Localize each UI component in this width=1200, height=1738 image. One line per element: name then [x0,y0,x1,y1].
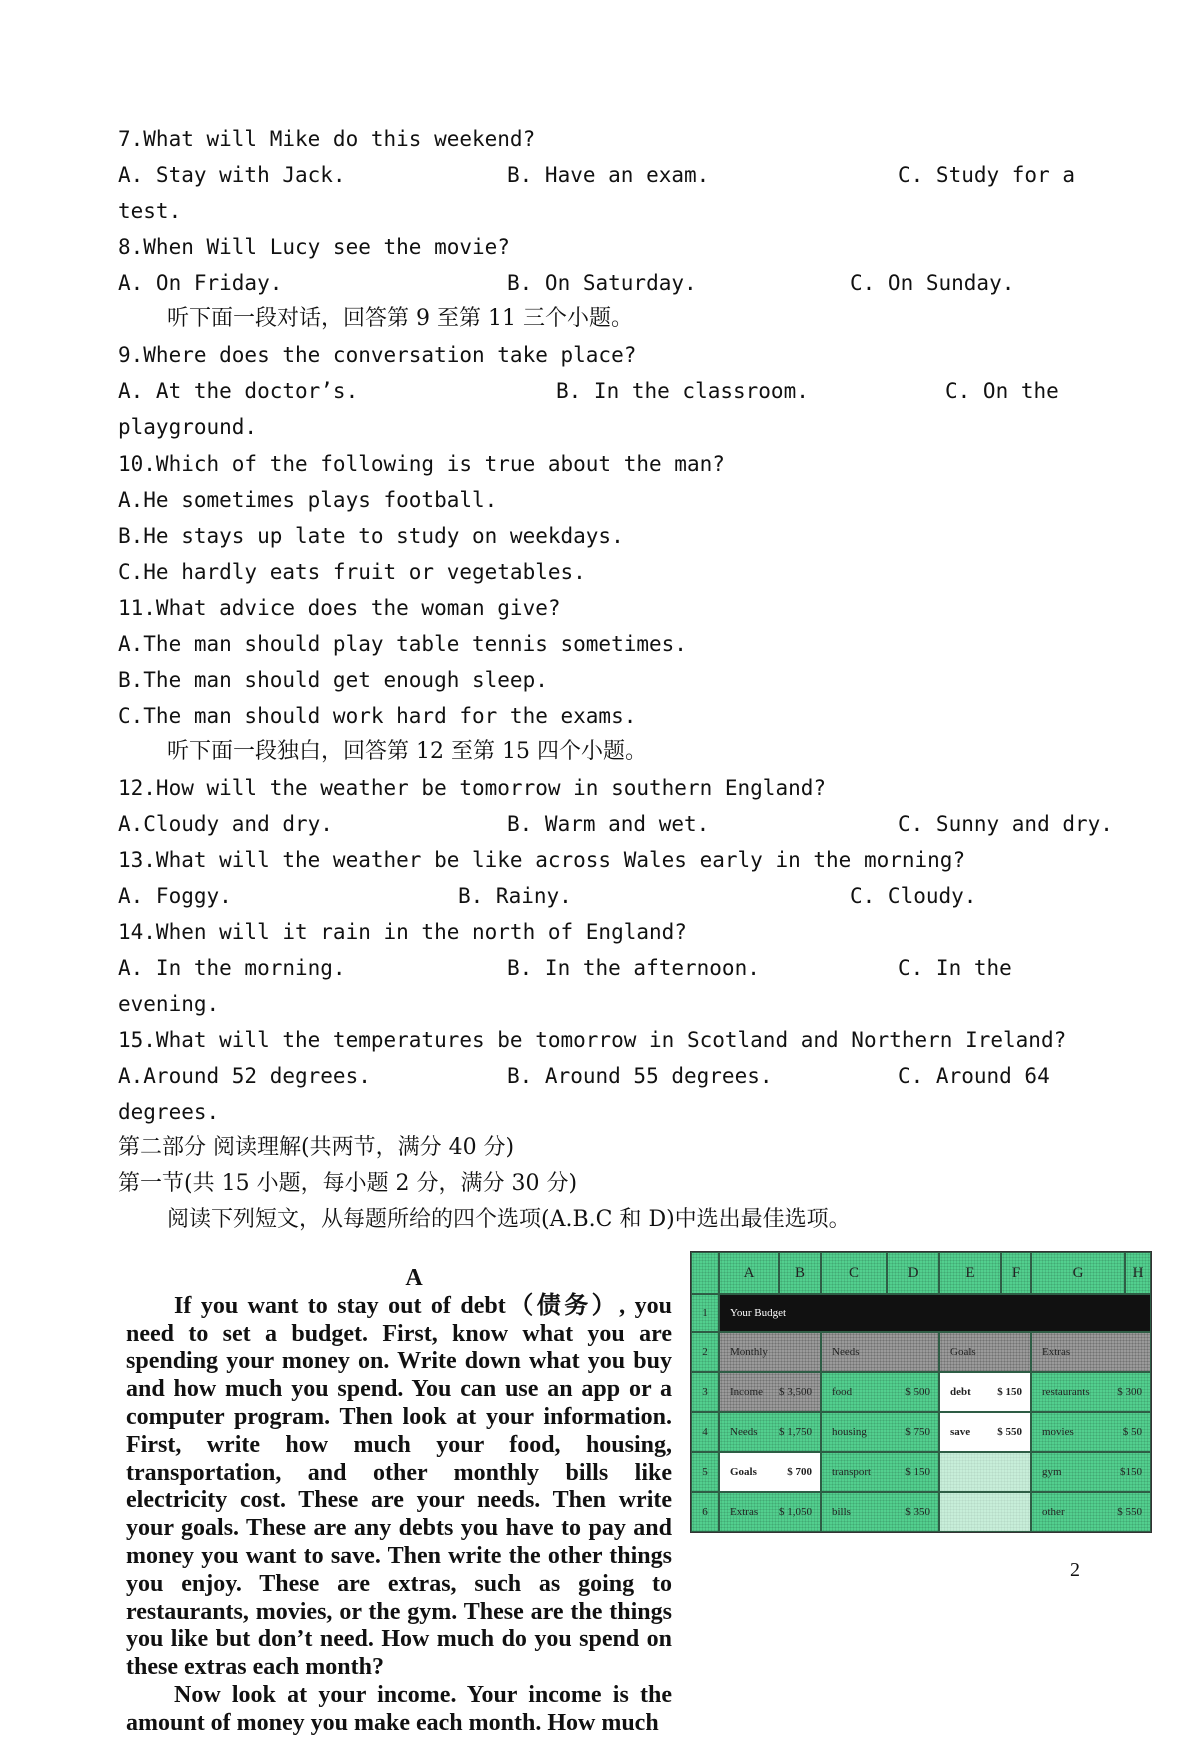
row-number-5: 5 [691,1452,719,1492]
question-14-option-c-cont: evening. [118,992,220,1016]
budget-title: Your Budget [730,1307,787,1319]
header-extras [1031,1332,1151,1372]
cell-goals-total [719,1452,821,1492]
food-value: $ 500 [905,1386,930,1398]
question-14-stem: 14.When will it rain in the north of England? [118,920,687,944]
other-label: other [1042,1506,1065,1518]
instruction-9-11: 听下面一段对话，回答第 9 至第 11 三个小题。 [167,306,633,331]
cell-movies [1031,1412,1151,1452]
goals-total-value: $ 700 [787,1466,812,1478]
question-12-stem: 12.How will the weather be tomorrow in southern England? [118,776,827,800]
question-15-stem: 15.What will the temperatures be tomorrow in Scotland and Northern Ireland? [118,1028,1067,1052]
income-value: $ 3,500 [779,1386,812,1398]
cell-restaurants [1031,1372,1151,1412]
question-14-option-a: A. In the morning. [118,956,346,980]
question-15-option-b: B. Around 55 degrees. [507,1064,773,1088]
needs-total-value: $ 1,750 [779,1426,812,1438]
cell-food [821,1372,939,1412]
question-10-option-b: B.He stays up late to study on weekdays. [118,524,624,548]
cell-gym [1031,1452,1151,1492]
question-10-stem: 10.Which of the following is true about the man? [118,452,725,476]
cell-extras-total [719,1492,821,1532]
header-needs [821,1332,939,1372]
passage-paragraph-2: Now look at your income. Your income is the amount of money you make each month. How much [126,1681,672,1736]
other-value: $ 550 [1117,1506,1142,1518]
question-7-option-c-cont: test. [118,199,182,223]
debt-label: debt [950,1386,971,1398]
question-11-option-b: B.The man should get enough sleep. [118,668,548,692]
question-11-option-a: A.The man should play table tennis sometimes. [118,632,687,656]
question-8-option-a: A. On Friday. [118,271,283,295]
section-2-instruction: 阅读下列短文，从每题所给的四个选项(A.B.C 和 D)中选出最佳选项。 [167,1207,851,1232]
row-number-4: 4 [691,1412,719,1452]
question-14-option-c: C. In the [898,956,1012,980]
question-10-option-c: C.He hardly eats fruit or vegetables. [118,560,586,584]
question-11-option-c: C.The man should work hard for the exams. [118,704,637,728]
save-value: $ 550 [997,1426,1022,1438]
question-15-option-c-cont: degrees. [118,1100,220,1124]
goals-total-label: Goals [730,1466,757,1478]
budget-title-cell [719,1294,1151,1332]
header-goals-label: Goals [950,1346,976,1358]
row-number-3: 3 [691,1372,719,1412]
transport-label: transport [832,1466,872,1478]
question-7-option-c: C. Study for a [898,163,1076,187]
question-9-option-b: B. In the classroom. [556,379,809,403]
bills-label: bills [832,1506,851,1518]
cell-housing [821,1412,939,1452]
passage-a [126,1265,672,1738]
question-8-option-b: B. On Saturday. [507,271,697,295]
section-2-subtitle: 第一节(共 15 小题，每小题 2 分，满分 30 分) [118,1171,578,1196]
question-8-option-c: C. On Sunday. [850,271,1015,295]
question-7-stem: 7.What will Mike do this weekend? [118,127,536,151]
food-label: food [832,1386,853,1398]
movies-value: $ 50 [1122,1426,1142,1438]
sheet-corner [691,1252,719,1294]
cell-transport [821,1452,939,1492]
housing-value: $ 750 [905,1426,930,1438]
transport-value: $ 150 [905,1466,930,1478]
extras-total-label: Extras [730,1506,759,1518]
save-label: save [950,1426,971,1438]
question-13-stem: 13.What will the weather be like across Wales early in the morning? [118,848,966,872]
question-15-option-a: A.Around 52 degrees. [118,1064,371,1088]
header-needs-label: Needs [832,1346,860,1358]
income-label: Income [730,1386,763,1398]
column-header-f: F [1001,1252,1031,1294]
column-header-b: B [779,1252,821,1294]
extras-total-value: $ 1,050 [779,1506,812,1518]
question-14-option-b: B. In the afternoon. [507,956,760,980]
cell-save [939,1412,1031,1452]
row-number-2: 2 [691,1332,719,1372]
row-number-1: 1 [691,1294,719,1332]
question-7-option-b: B. Have an exam. [507,163,710,187]
header-monthly-label: Monthly [730,1346,768,1358]
cell-goals-empty-5 [939,1452,1031,1492]
question-13-option-a: A. Foggy. [118,884,232,908]
gym-label: gym [1042,1466,1062,1478]
question-11-stem: 11.What advice does the woman give? [118,596,561,620]
question-8-stem: 8.When Will Lucy see the movie? [118,235,510,259]
restaurants-label: restaurants [1042,1386,1090,1398]
question-9-option-a: A. At the doctor’s. [118,379,359,403]
movies-label: movies [1042,1426,1074,1438]
question-10-option-a: A.He sometimes plays football. [118,488,498,512]
restaurants-value: $ 300 [1117,1386,1142,1398]
header-extras-label: Extras [1042,1346,1071,1358]
column-header-h: H [1125,1252,1151,1294]
row-number-6: 6 [691,1492,719,1532]
column-header-a: A [719,1252,779,1294]
cell-goals-empty-6 [939,1492,1031,1532]
question-12-option-a: A.Cloudy and dry. [118,812,333,836]
column-header-c: C [821,1252,887,1294]
cell-debt [939,1372,1031,1412]
page-number: 2 [1070,1559,1080,1581]
column-header-d: D [887,1252,939,1294]
question-9-stem: 9.Where does the conversation take place? [118,343,637,367]
cell-income [719,1372,821,1412]
header-monthly [719,1332,821,1372]
cell-needs-total [719,1412,821,1452]
cell-other [1031,1492,1151,1532]
passage-paragraph-1: If you want to stay out of debt（债务）, you need to set a budget. First, know what you are spending your money on. Write down what you buy and how much you spend. You can use an app or a computer program. Then look at your information. First, write how much your food, housing, transportation, and other monthly bills like electricity cost. These are your needs. Then write your goals. These are any debts you have to pay and money you want to save. Then write the other things you enjoy. These are extras, such as going to restaurants, movies, or the gym. These are the things you like but don’t need. How much do you spend on these extras each month? [126,1292,672,1681]
instruction-12-15: 听下面一段独白，回答第 12 至第 15 四个小题。 [167,739,647,764]
column-header-e: E [939,1252,1001,1294]
question-9-option-c: C. On the [945,379,1059,403]
question-13-option-c: C. Cloudy. [850,884,977,908]
question-13-option-b: B. Rainy. [458,884,572,908]
debt-value: $ 150 [997,1386,1022,1398]
question-7-option-a: A. Stay with Jack. [118,163,346,187]
passage-letter: A [405,1265,423,1291]
header-goals [939,1332,1031,1372]
housing-label: housing [832,1426,867,1438]
needs-total-label: Needs [730,1426,758,1438]
question-12-option-b: B. Warm and wet. [507,812,710,836]
column-header-g: G [1031,1252,1125,1294]
bills-value: $ 350 [905,1506,930,1518]
question-15-option-c: C. Around 64 [898,1064,1050,1088]
section-2-title: 第二部分 阅读理解(共两节，满分 40 分) [118,1135,515,1160]
cell-bills [821,1492,939,1532]
budget-spreadsheet [690,1251,1152,1533]
question-12-option-c: C. Sunny and dry. [898,812,1113,836]
gym-value: $150 [1120,1466,1142,1478]
question-9-option-c-cont: playground. [118,415,258,439]
